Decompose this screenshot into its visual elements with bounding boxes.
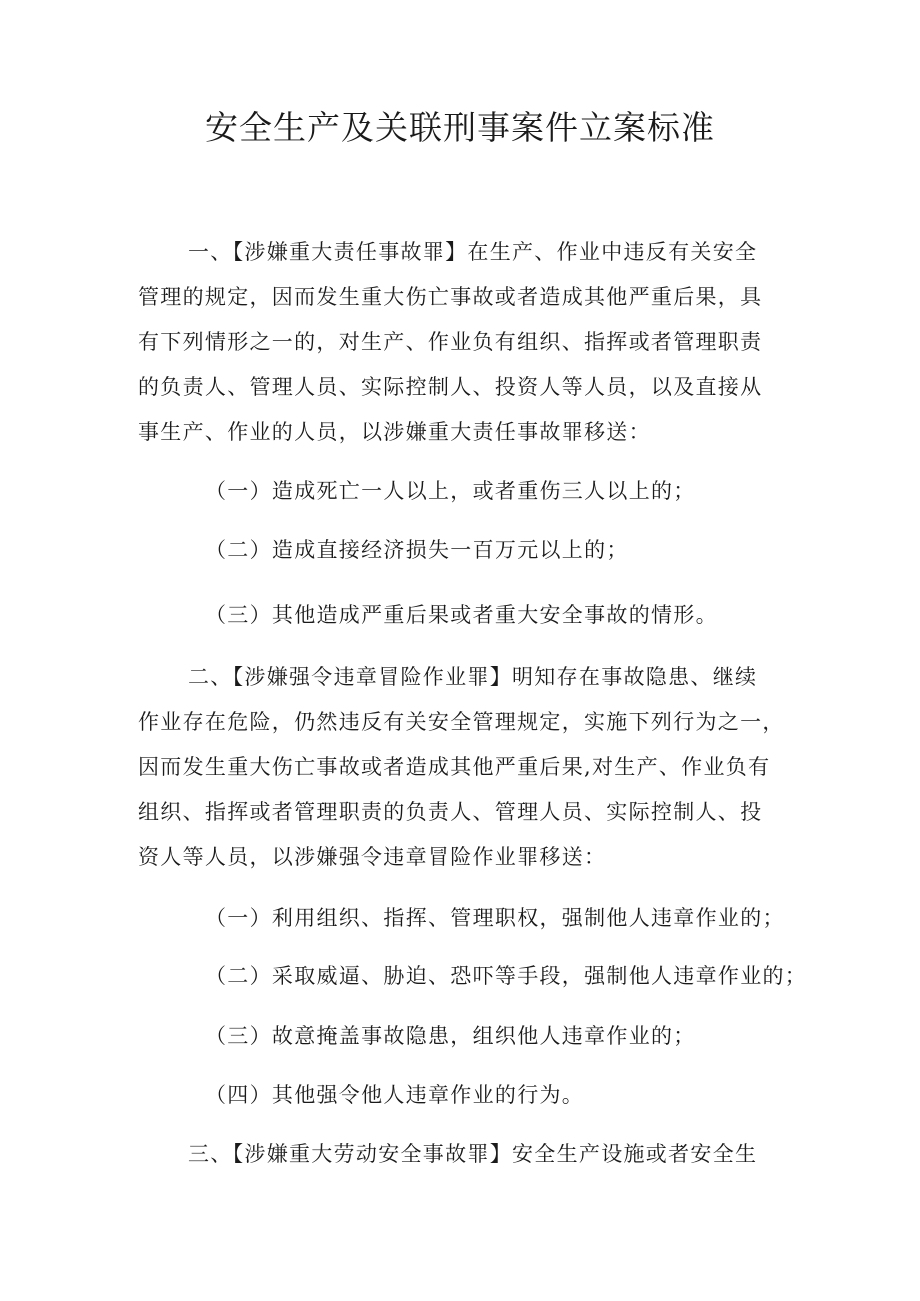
section2-item-1: （一）利用组织、指挥、管理职权，强制他人违章作业的；	[205, 906, 785, 930]
document-title: 安全生产及关联刑事案件立案标准	[205, 108, 715, 147]
section3-line-1: 三、【涉嫌重大劳动安全事故罪】安全生产设施或者安全生	[188, 1142, 758, 1166]
section2-item-3: （三）故意掩盖事故隐患，组织他人违章作业的；	[205, 1024, 696, 1048]
section2-line-2: 作业存在危险，仍然违反有关安全管理规定，实施下列行为之一，	[138, 710, 785, 734]
section1-line-5: 事生产、作业的人员，以涉嫌重大责任事故罪移送：	[138, 420, 651, 444]
section2-line-3: 因而发生重大伤亡事故或者造成其他严重后果,对生产、作业负有	[138, 755, 771, 779]
section1-line-3: 有下列情形之一的，对生产、作业负有组织、指挥或者管理职责	[138, 330, 763, 354]
section2-item-2: （二）采取威逼、胁迫、恐吓等手段，强制他人违章作业的；	[205, 964, 808, 988]
section1-item-3: （三）其他造成严重后果或者重大安全事故的情形。	[205, 603, 718, 627]
section1-line-2: 管理的规定，因而发生重大伤亡事故或者造成其他严重后果，具	[138, 285, 763, 309]
section2-line-5: 资人等人员，以涉嫌强令违章冒险作业罪移送：	[138, 845, 607, 869]
section1-item-2: （二）造成直接经济损失一百万元以上的；	[205, 538, 629, 562]
section1-line-1: 一、【涉嫌重大责任事故罪】在生产、作业中违反有关安全	[188, 240, 758, 264]
section1-line-4: 的负责人、管理人员、实际控制人、投资人等人员，以及直接从	[138, 375, 763, 399]
section1-item-1: （一）造成死亡一人以上，或者重伤三人以上的；	[205, 479, 696, 503]
section2-line-1: 二、【涉嫌强令违章冒险作业罪】明知存在事故隐患、继续	[188, 665, 758, 689]
section2-item-4: （四）其他强令他人违章作业的行为。	[205, 1083, 585, 1107]
section2-line-4: 组织、指挥或者管理职责的负责人、管理人员、实际控制人、投	[138, 800, 763, 824]
